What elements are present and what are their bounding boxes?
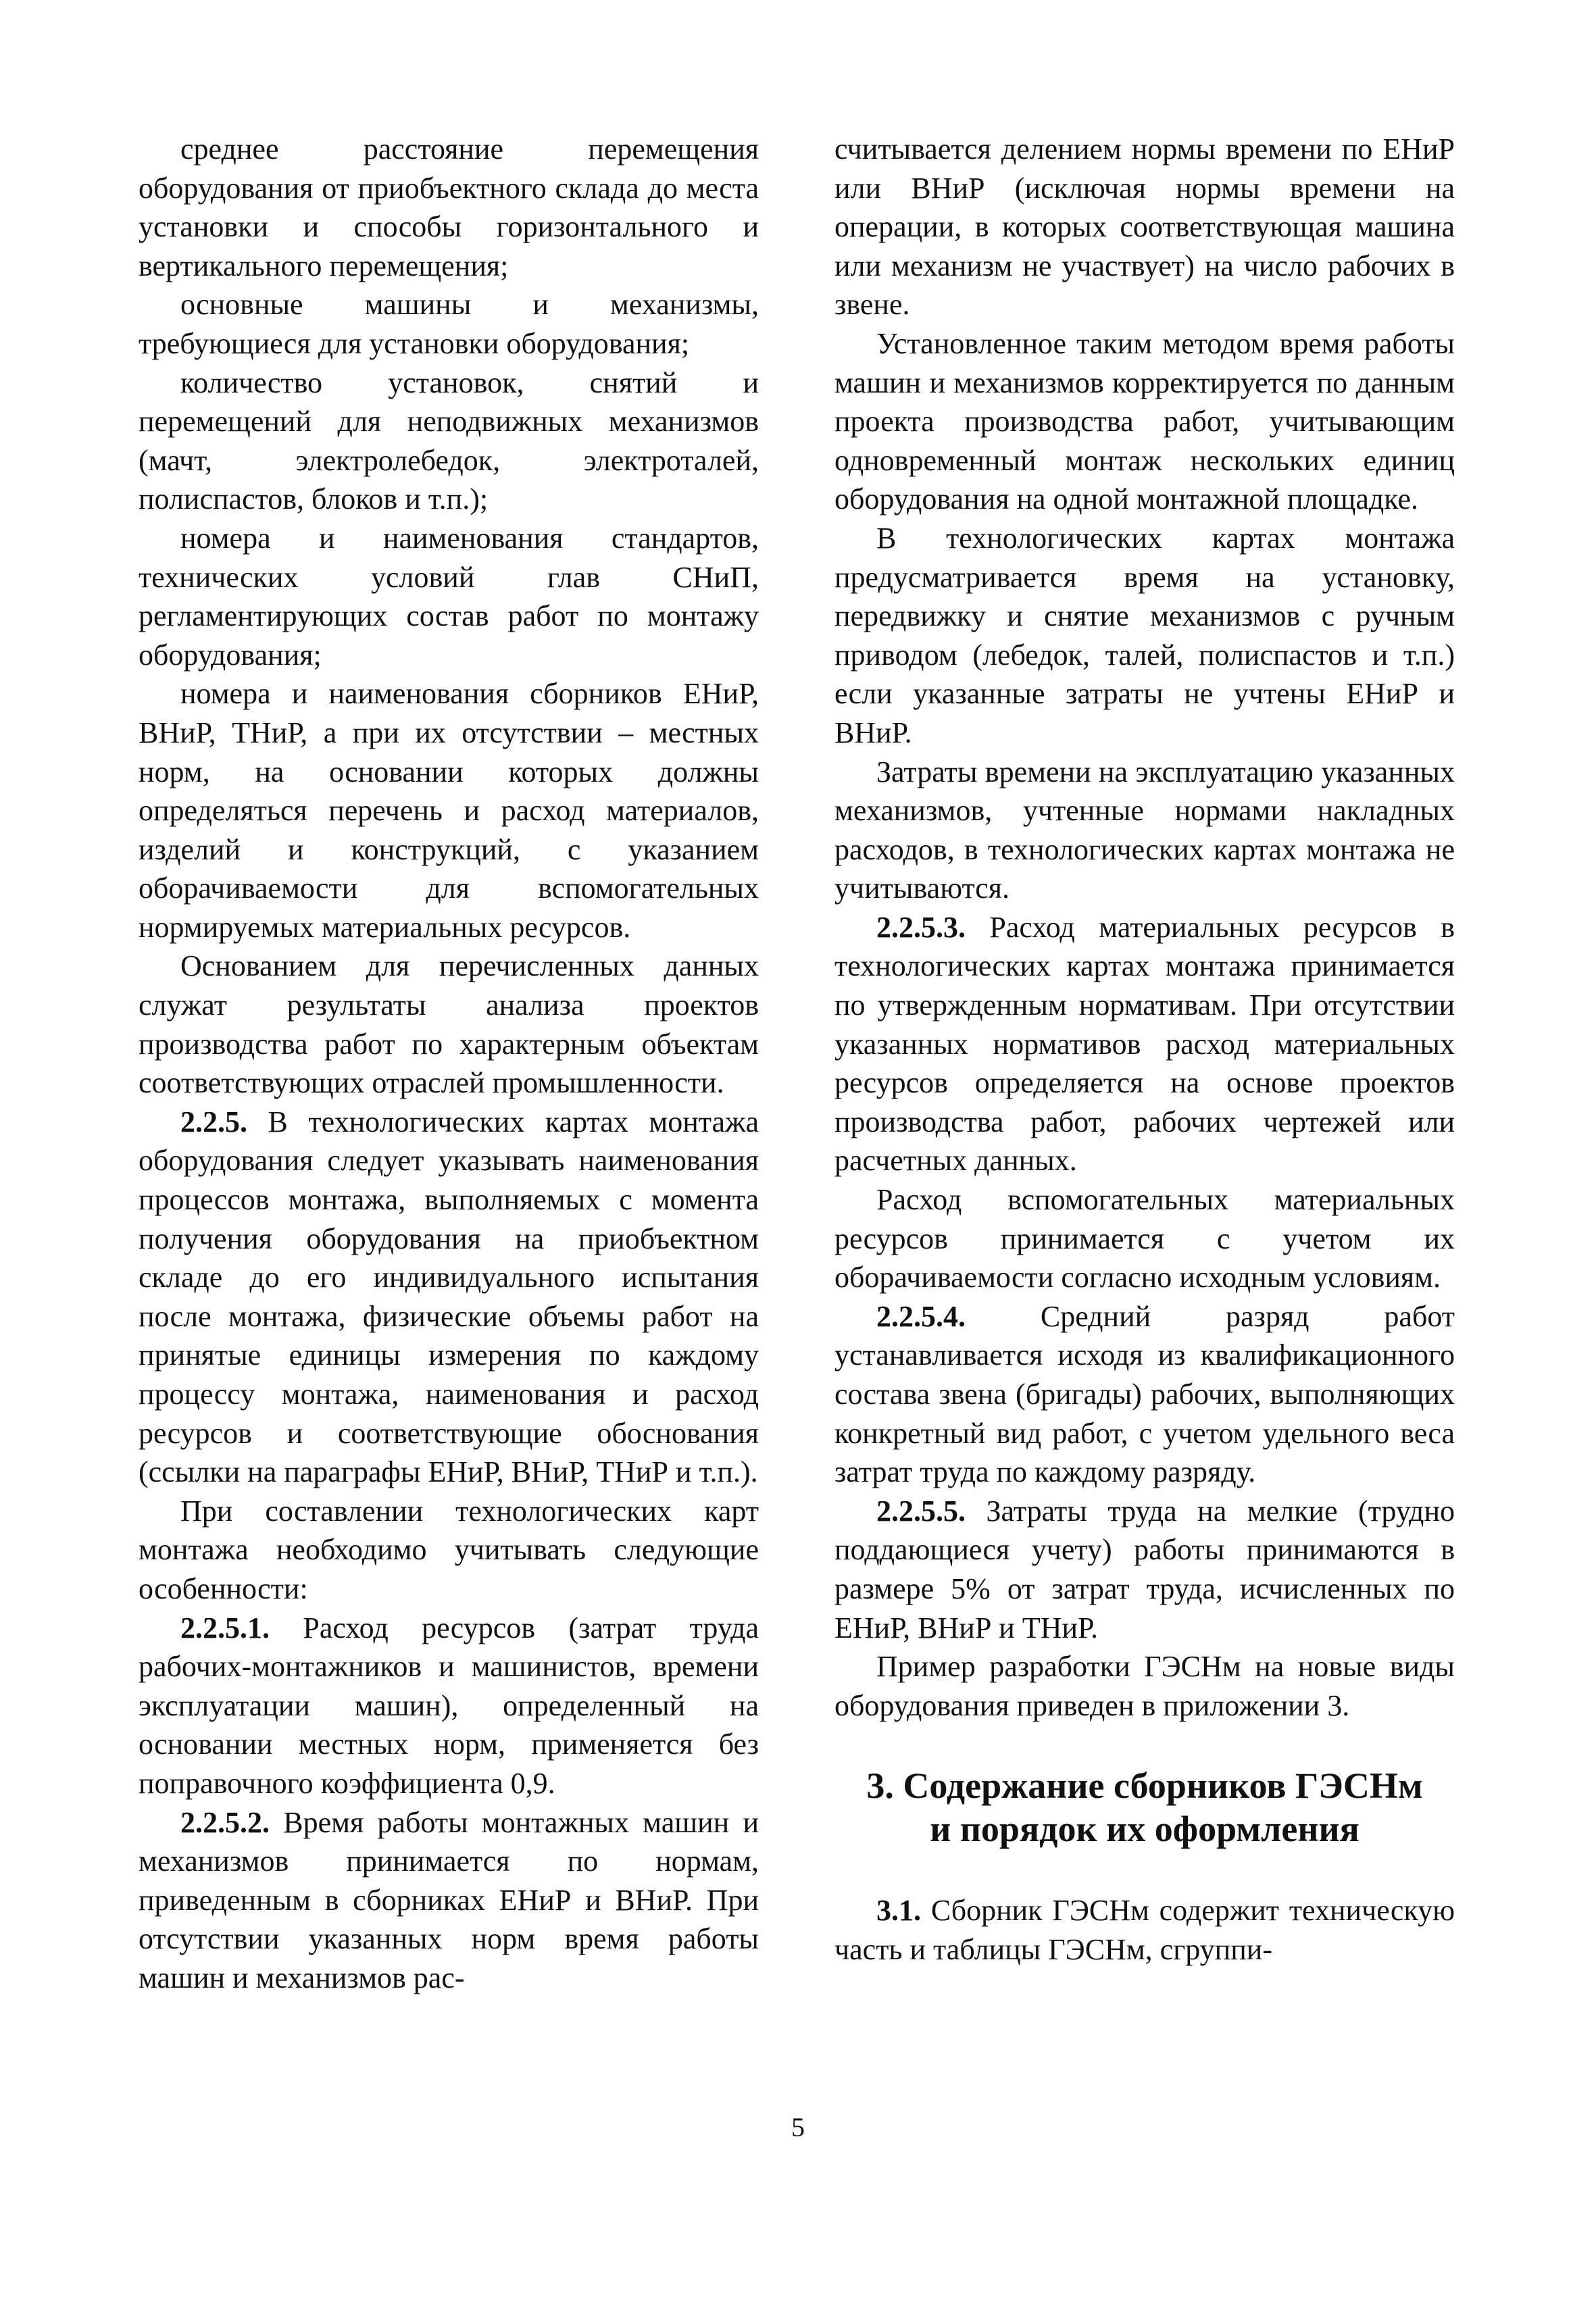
paragraph: номера и наименования сборников ЕНиР, ВНиР, ТНиР, а при их отсутствии – местных норм, на основании которых должны определяться перечень и расход материалов, изделий и конструкций, с указанием оборачиваемости для вспомогательных нормируемых материальных ресурсов. (139, 677, 759, 944)
left-column (139, 130, 759, 1998)
paragraph: Основанием для перечисленных данных служат результаты анализа проектов производства работ по характерным объектам соответствующих отраслей промышленности. (139, 949, 759, 1100)
paragraph: При составлении технологических карт монтажа необходимо учитывать следующие особенности: (139, 1494, 759, 1605)
clause-text: Расход материальных ресурсов в технологических картах монтажа принимается по утвержденным нормативам. При отсутствии указанных нормативов расход материальных ресурсов определяется на основе проектов производства работ, рабочих чертежей или расчетных данных. (834, 910, 1455, 1178)
paragraph: количество установок, снятий и перемещений для неподвижных механизмов (мачт, электролебедок, электроталей, полиспастов, блоков и т.п.); (139, 366, 759, 516)
section-heading (834, 1764, 1455, 1851)
paragraph: Расход вспомогательных материальных ресурсов принимается с учетом их оборачиваемости согласно исходным условиям. (834, 1183, 1455, 1294)
clause-number: 2.2.5. (180, 1105, 247, 1138)
paragraph: Затраты времени на эксплуатацию указанных механизмов, учтенные нормами накладных расходов, в технологических картах монтажа не учитываются. (834, 755, 1455, 905)
paragraph-2-2-5 (139, 1103, 759, 1492)
section-heading-line: 3. Содержание сборников ГЭСНм (866, 1765, 1423, 1807)
clause-number: 2.2.5.1. (180, 1611, 270, 1644)
paragraph: Пример разработки ГЭСНм на новые виды оборудования приведен в приложении 3. (834, 1650, 1455, 1722)
paragraph: номера и наименования стандартов, технических условий глав СНиП, регламентирующих состав работ по монтажу оборудования; (139, 521, 759, 672)
clause-text: Средний разряд работ устанавливается исходя из квалификационного состава звена (бригады) рабочих, выполняющих конкретный вид работ, с учетом удельного веса затрат труда по каждому разряду. (834, 1299, 1455, 1489)
clause-number: 2.2.5.3. (876, 910, 966, 944)
clause-number: 2.2.5.4. (876, 1299, 966, 1333)
clause-text: Расход ресурсов (затрат труда рабочих-монтажников и машинистов, времени эксплуатации машин), определенный на основании местных норм, применяется без поправочного коэффициента 0,9. (139, 1611, 759, 1800)
clause-number: 3.1. (876, 1894, 921, 1928)
clause-text: В технологических картах монтажа оборудования следует указывать наименования процессов монтажа, выполняемых с момента получения оборудования на приобъектном складе до его индивидуального испытания после монтажа, физические объемы работ на принятые единицы измерения по каждому процессу монтажа, наименования и расход ресурсов и соответствующие обоснования (ссылки на параграфы ЕНиР, ВНиР, ТНиР и т.п.). (139, 1105, 759, 1489)
clause-number: 2.2.5.5. (876, 1494, 966, 1528)
paragraph-2-2-5-2 (139, 1803, 759, 1998)
page-number: 5 (791, 2112, 805, 2142)
paragraph-2-2-5-4 (834, 1297, 1455, 1492)
paragraph: В технологических картах монтажа предусматривается время на установку, передвижку и снятие механизмов с ручным приводом (лебедок, талей, полиспастов и т.п.) если указанные затраты не учтены ЕНиР и ВНиР. (834, 521, 1455, 749)
paragraph-2-2-5-1 (139, 1609, 759, 1803)
clause-number: 2.2.5.2. (180, 1805, 270, 1839)
paragraph: основные машины и механизмы, требующиеся для установки оборудования; (139, 288, 759, 360)
section-heading-line: и порядок их оформления (930, 1809, 1360, 1850)
paragraph: среднее расстояние перемещения оборудования от приобъектного склада до места установки и способы горизонтального и вертикального перемещения; (139, 132, 759, 282)
paragraph-2-2-5-3 (834, 908, 1455, 1180)
clause-text: Сборник ГЭСНм содержит техническую часть и таблицы ГЭСНм, сгруппи- (834, 1894, 1455, 1966)
paragraph-3-1 (834, 1891, 1455, 1969)
paragraph-continued: считывается делением нормы времени по ЕНиР или ВНиР (исключая нормы времени на операции, в которых соответствующая машина или механизм не участвует) на число рабочих в звене. (834, 132, 1455, 322)
right-column (834, 130, 1455, 1969)
paragraph: Установленное таким методом время работы машин и механизмов корректируется по данным проекта производства работ, учитывающим одновременный монтаж нескольких единиц оборудования на одной монтажной площадке. (834, 326, 1455, 516)
clause-text: Время работы монтажных машин и механизмов принимается по нормам, приведенным в сборниках ЕНиР и ВНиР. При отсутствии указанных норм время работы машин и механизмов рас- (139, 1805, 759, 1994)
paragraph-2-2-5-5 (834, 1492, 1455, 1647)
clause-text: Затраты труда на мелкие (трудно поддающиеся учету) работы принимаются в размере 5% от затрат труда, исчисленных по ЕНиР, ВНиР и ТНиР. (834, 1494, 1455, 1644)
